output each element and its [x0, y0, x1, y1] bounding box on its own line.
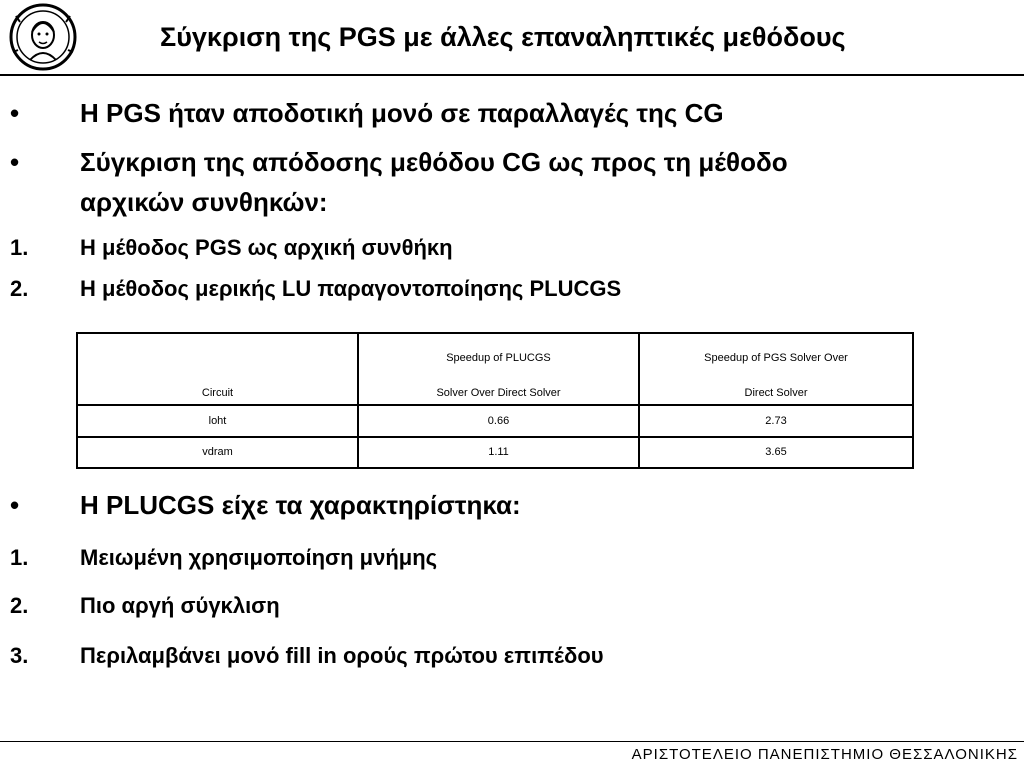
header-line [78, 352, 357, 387]
header-line: Circuit [201, 387, 234, 399]
numbered-text: Μειωμένη χρησιμοποίηση μνήμης [80, 545, 438, 570]
table-header-cell [77, 333, 358, 405]
numbered-text: Η μέθοδος PGS ως αρχική συνθήκη [80, 235, 453, 260]
numbered-text: Πιο αργή σύγκλιση [80, 593, 280, 618]
number-marker: 2. [10, 593, 29, 618]
bullet-text: αρχικών συνθηκών: [80, 187, 328, 217]
table-header-cell [639, 333, 913, 405]
table-row [77, 405, 913, 437]
table-header-row [77, 333, 913, 405]
table-cell: 3.65 [639, 437, 913, 469]
bullet-marker: • [10, 98, 20, 128]
number-marker: 3. [10, 643, 29, 668]
title-divider [0, 74, 1024, 76]
number-marker: 1. [10, 235, 29, 260]
header-line: Direct Solver [744, 387, 808, 399]
header-line: Speedup of PLUCGS [446, 352, 551, 364]
table-cell: 0.66 [358, 405, 639, 437]
footer-university-name: ΑΡΙΣΤΟΤΕΛΕΙΟ ΠΑΝΕΠΙΣΤΗΜΙΟ ΘΕΣΣΑΛΟΝΙΚΗΣ [631, 746, 1018, 763]
numbered-text: Η μέθοδος μερικής LU παραγοντοποίησης PLUCGS [80, 276, 622, 301]
table-cell: 2.73 [639, 405, 913, 437]
bullet-marker: • [10, 147, 20, 177]
speedup-table [76, 332, 914, 469]
table-row [77, 437, 913, 469]
header-line: Solver Over Direct Solver [436, 387, 561, 399]
table-cell: 1.11 [358, 437, 639, 469]
bullet-marker: • [10, 490, 20, 520]
table-cell: vdram [77, 437, 358, 469]
table-header-cell [358, 333, 639, 405]
slide-title: Σύγκριση της PGS με άλλες επαναληπτικές μεθόδους [160, 22, 846, 52]
table-cell: loht [77, 405, 358, 437]
number-marker: 1. [10, 545, 29, 570]
footer-divider [0, 741, 1024, 742]
bullet-text: H PLUCGS είχε τα χαρακτηρίστηκα: [80, 490, 521, 520]
university-seal-logo [8, 2, 78, 72]
bullet-text: Σύγκριση της απόδοσης μεθόδου CG ως προς τη μέθοδο [80, 147, 788, 177]
number-marker: 2. [10, 276, 29, 301]
bullet-text: H PGS ήταν αποδοτική μονό σε παραλλαγές της CG [80, 98, 724, 128]
numbered-text: Περιλαμβάνει μονό fill in ορούς πρώτου επιπέδου [80, 643, 604, 668]
header-line: Speedup of PGS Solver Over [704, 352, 848, 364]
